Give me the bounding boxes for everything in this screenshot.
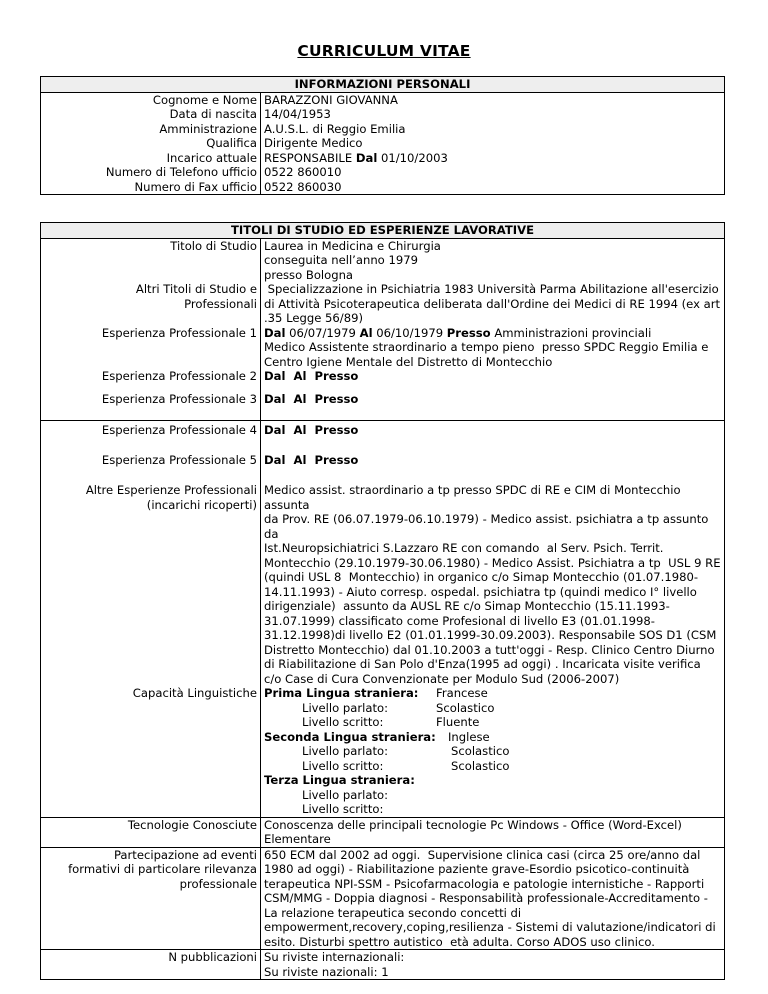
training-events-label-line: professionale (179, 876, 257, 891)
languages-label: Capacità Linguistiche (41, 686, 261, 817)
fax-label: Numero di Fax ufficio (41, 180, 261, 195)
first-language-written-row (264, 715, 721, 730)
second-language-label: Seconda Lingua straniera: (264, 729, 436, 744)
degree-line: Laurea in Medicina e Chirurgia (264, 238, 441, 253)
technologies-label: Tecnologie Conosciute (41, 817, 261, 847)
document-title: CURRICULUM VITAE (297, 42, 471, 60)
training-events-line: empowerment,recovery,coping,resilienza - Sistemi di valutazione/indicatori di (264, 920, 716, 934)
first-language-row (264, 686, 721, 701)
current-role-value (261, 151, 725, 166)
other-titles-label-line: Professionali (184, 296, 257, 311)
technologies-line: Conoscenza delle principali tecnologie Pc Windows - Office (Word-Excel) (264, 817, 682, 832)
other-experience-label (41, 483, 261, 686)
technologies-value (261, 817, 725, 847)
first-language-written-value: Fluente (436, 715, 480, 729)
current-role-dal: Dal (355, 150, 378, 165)
experience-1-label: Esperienza Professionale 1 (41, 326, 261, 370)
experience-5-value: Dal Al Presso (261, 451, 725, 483)
other-experience-line: c/o Case di Cura Convenzionate per Modulo Sud (2006-2007) (264, 671, 620, 686)
other-experience-line: (quindi USL 8 Montecchio) in organico c/o Simap Montecchio (01.07.1980- (264, 570, 699, 584)
second-language-spoken-value: Scolastico (451, 744, 510, 758)
experience-1-employer: Amministrazioni provinciali (494, 325, 652, 340)
technologies-line: Elementare (264, 832, 331, 846)
other-experience-line: da Prov. RE (06.07.1979-06.10.1979) - Medico assist. psichiatra a tp assunto da (264, 512, 709, 541)
experience-2-value: Dal Al Presso (261, 369, 725, 390)
training-events-value (261, 847, 725, 950)
experience-1-value (261, 326, 725, 370)
studies-header: TITOLI DI STUDIO ED ESPERIENZE LAVORATIVE (41, 223, 725, 239)
experience-3-value: Dal Al Presso (261, 390, 725, 421)
experience-1-presso: Presso (446, 325, 491, 340)
other-titles-line: Specializzazione in Psichiatria 1983 Università Parma Abilitazione all'esercizio (264, 282, 719, 296)
first-language-label: Prima Lingua straniera: (264, 686, 419, 700)
administration-value: A.U.S.L. di Reggio Emilia (261, 122, 725, 137)
other-experience-line: Montecchio (29.10.1979-30.06.1980) - Medico Assist. Psichiatra a tp USL 9 RE (264, 555, 721, 570)
other-experience-line: Medico assist. straordinario a tp presso SPDC di RE e CIM di Montecchio assunta (264, 483, 681, 512)
third-language-spoken-label: Livello parlato: (302, 787, 388, 802)
experience-1-dal: Dal (264, 325, 286, 340)
other-experience-line: dirigenziale) assunto da AUSL RE c/o Simap Montecchio (15.11.1993- (264, 599, 670, 613)
other-experience-line: di Riabilitazione di San Polo d'Enza(1995 ad oggi) . Incaricata visite verifica (264, 657, 701, 671)
birthdate-label: Data di nascita (41, 107, 261, 122)
written-level-label: Livello scritto: (302, 758, 384, 773)
training-events-label-line: formativi di particolare rilevanza (68, 862, 257, 876)
experience-1-end: 06/10/1979 (376, 325, 444, 340)
studies-experience-table (40, 222, 725, 980)
degree-line: conseguita nell’anno 1979 (264, 253, 418, 267)
first-language-spoken-row (264, 701, 721, 716)
current-role-title: RESPONSABILE (264, 150, 353, 165)
other-titles-value (261, 282, 725, 326)
publications-value (261, 950, 725, 980)
experience-1-line: Centro Igiene Mentale del Distretto di Montecchio (264, 354, 553, 369)
written-level-label: Livello scritto: (302, 715, 384, 729)
other-titles-label-line: Altri Titoli di Studio e (135, 282, 257, 296)
administration-label: Amministrazione (41, 122, 261, 137)
publications-line: Su riviste nazionali: 1 (264, 964, 389, 979)
training-events-label-line: Partecipazione ad eventi (113, 847, 257, 862)
experience-3-label: Esperienza Professionale 3 (41, 390, 261, 421)
first-language-value: Francese (436, 686, 488, 700)
publications-line: Su riviste internazionali: (264, 950, 405, 964)
personal-info-table (40, 76, 725, 195)
training-events-line: terapeutica NPI-SSM - Psicofarmacologia e patologie internistiche - Rapporti (264, 876, 705, 891)
name-label: Cognome e Nome (41, 92, 261, 107)
spoken-level-label: Livello parlato: (302, 700, 388, 715)
training-events-line: esito. Disturbi spettro autistico età adulta. Corso ADOS uso clinico. (264, 934, 655, 949)
second-language-value: Inglese (448, 729, 490, 744)
other-experience-value (261, 483, 725, 686)
degree-line: presso Bologna (264, 267, 354, 282)
other-experience-line: 31.12.1998)di livello E2 (01.01.1999-30.09.2003). Responsabile SOS D1 (CSM (264, 628, 717, 642)
qualification-value: Dirigente Medico (261, 136, 725, 151)
experience-1-line: Medico Assistente straordinario a tempo pieno presso SPDC Reggio Emilia e (264, 340, 709, 354)
training-events-line: CSM/MMG - Doppia diagnosi - Responsabilità professionale-Accreditamento - (264, 891, 708, 905)
publications-label: N pubblicazioni (41, 950, 261, 980)
third-language-written-label: Livello scritto: (302, 802, 384, 816)
other-experience-line: Ist.Neuropsichiatrici S.Lazzaro RE con comando al Serv. Psich. Territ. (264, 541, 664, 555)
training-events-line: 650 ECM dal 2002 ad oggi. Supervisione clinica casi (circa 25 ore/anno dal (264, 847, 701, 862)
other-titles-line: .35 Legge 56/89) (264, 311, 363, 325)
personal-info-header: INFORMAZIONI PERSONALI (41, 77, 725, 93)
experience-4-label: Esperienza Professionale 4 (41, 421, 261, 452)
qualification-label: Qualifica (41, 136, 261, 151)
training-events-label (41, 847, 261, 950)
other-experience-line: 14.11.1993) - Aiuto corresp. ospedal. psichiatra tp (quindi medico I° livello (264, 584, 697, 599)
training-events-line: 1980 ad oggi) - Riabilitazione paziente grave-Esordio psicotico-continuità (264, 862, 690, 876)
other-experience-label-line: Altre Esperienze Professionali (85, 483, 257, 497)
other-titles-line: di Attività Psicoterapeutica deliberata dall'Ordine dei Medici di RE 1994 (ex art (264, 296, 721, 311)
experience-1-al: Al (359, 325, 373, 340)
training-events-line: La relazione terapeutica secondo concetti di (264, 905, 522, 920)
third-language-label: Terza Lingua straniera: (264, 773, 415, 787)
name-value: BARAZZONI GIOVANNA (261, 92, 725, 107)
second-language-row (264, 730, 721, 745)
second-language-spoken-row (264, 744, 721, 759)
birthdate-value: 14/04/1953 (261, 107, 725, 122)
other-experience-label-line: (incarichi ricoperti) (146, 497, 257, 512)
degree-value (261, 238, 725, 282)
experience-1-header (264, 326, 721, 341)
second-language-written-row (264, 759, 721, 774)
first-language-spoken-value: Scolastico (436, 700, 495, 715)
phone-value: 0522 860010 (261, 165, 725, 180)
other-experience-line: Distretto Montecchio) dal 01.10.2003 a tutt'oggi - Resp. Clinico Centro Diurno (264, 642, 715, 657)
second-language-written-value: Scolastico (451, 758, 510, 773)
other-experience-line: 31.07.1999) classificato come Profesional di livello E3 (01.01.1998- (264, 613, 655, 628)
other-titles-label (41, 282, 261, 326)
phone-label: Numero di Telefono ufficio (41, 165, 261, 180)
fax-value: 0522 860030 (261, 180, 725, 195)
experience-1-start: 06/07/1979 (289, 325, 356, 340)
experience-4-value: Dal Al Presso (261, 421, 725, 452)
languages-value (261, 686, 725, 817)
spoken-level-label: Livello parlato: (302, 744, 388, 758)
experience-2-label: Esperienza Professionale 2 (41, 369, 261, 390)
current-role-date: 01/10/2003 (381, 150, 448, 165)
current-role-label: Incarico attuale (41, 151, 261, 166)
experience-5-label: Esperienza Professionale 5 (41, 451, 261, 483)
degree-label: Titolo di Studio (41, 238, 261, 282)
